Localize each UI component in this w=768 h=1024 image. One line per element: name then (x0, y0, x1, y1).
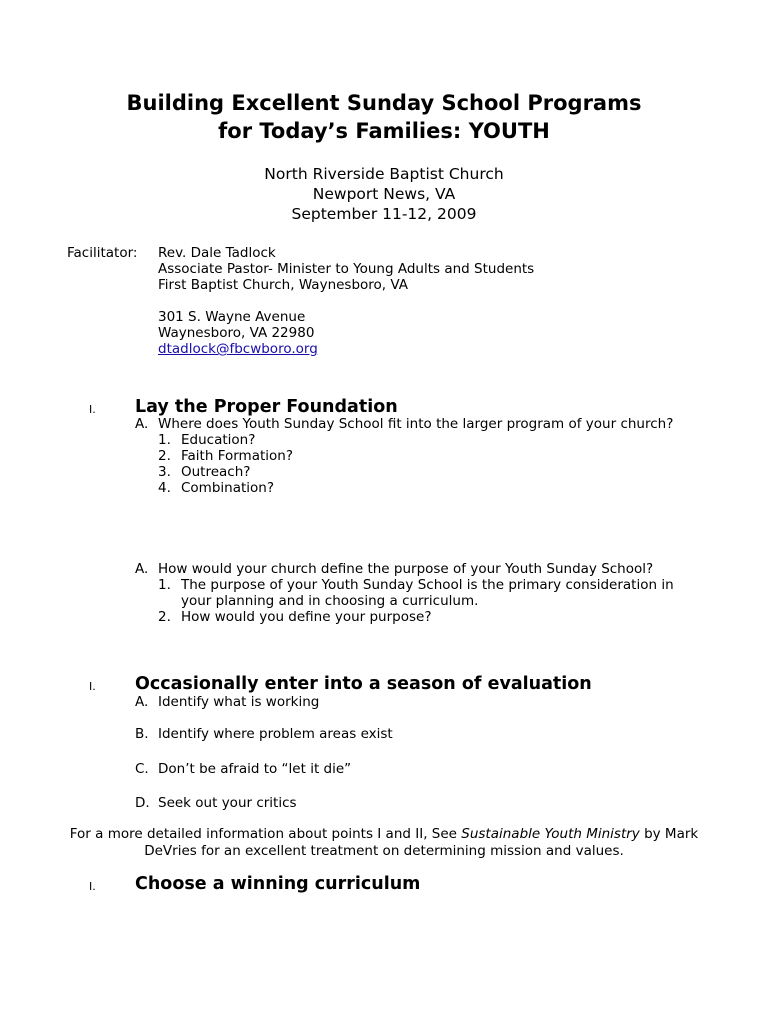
list-item: 4. Combination? (158, 480, 275, 496)
list-item: 1. The purpose of your Youth Sunday School is the primary consideration in (158, 577, 674, 593)
outline-item: D. Seek out your critics (135, 795, 297, 811)
list-item: 2. How would you define your purpose? (158, 609, 432, 625)
section-1-heading: Lay the Proper Foundation (135, 397, 398, 417)
list-item: 3. Outreach? (158, 464, 251, 480)
facilitator-role: Associate Pastor- Minister to Young Adults and Students (158, 261, 535, 277)
facilitator-street: 301 S. Wayne Avenue (158, 309, 306, 325)
facilitator-city-state: Waynesboro, VA 22980 (158, 325, 315, 341)
section-2-heading: Occasionally enter into a season of evaluation (135, 674, 592, 694)
document-title-line-1: Building Excellent Sunday School Programs (126, 91, 642, 115)
list-item: 1. Education? (158, 432, 256, 448)
section-1-numeral: I. (89, 403, 96, 416)
section-3-numeral: I. (89, 880, 96, 893)
list-item-continuation: your planning and in choosing a curriculum. (181, 593, 479, 609)
outline-item: A. Identify what is working (135, 694, 320, 710)
book-title: Sustainable Youth Ministry (461, 826, 640, 842)
outline-item: A. Where does Youth Sunday School fit into the larger program of your church? (135, 416, 674, 432)
document-title-line-2: for Today’s Families: YOUTH (218, 119, 550, 143)
facilitator-organization: First Baptist Church, Waynesboro, VA (158, 277, 408, 293)
section-2-numeral: I. (89, 680, 96, 693)
facilitator-name: Rev. Dale Tadlock (158, 245, 276, 261)
outline-item: C. Don’t be afraid to “let it die” (135, 761, 352, 777)
outline-item: A. How would your church define the purpose of your Youth Sunday School? (135, 561, 654, 577)
section-3-heading: Choose a winning curriculum (135, 874, 421, 894)
event-dates: September 11-12, 2009 (291, 205, 477, 223)
reference-note: For a more detailed information about points I and II, See Sustainable Youth Ministry by Mark DeVries for an excellent treatment on determining mission and values. (69, 826, 699, 859)
church-name: North Riverside Baptist Church (264, 165, 504, 183)
list-item: 2. Faith Formation? (158, 448, 293, 464)
outline-item: B. Identify where problem areas exist (135, 726, 393, 742)
facilitator-email-link[interactable]: dtadlock@fbcwboro.org (158, 341, 318, 357)
facilitator-label: Facilitator: (67, 245, 138, 261)
event-city: Newport News, VA (312, 185, 456, 203)
